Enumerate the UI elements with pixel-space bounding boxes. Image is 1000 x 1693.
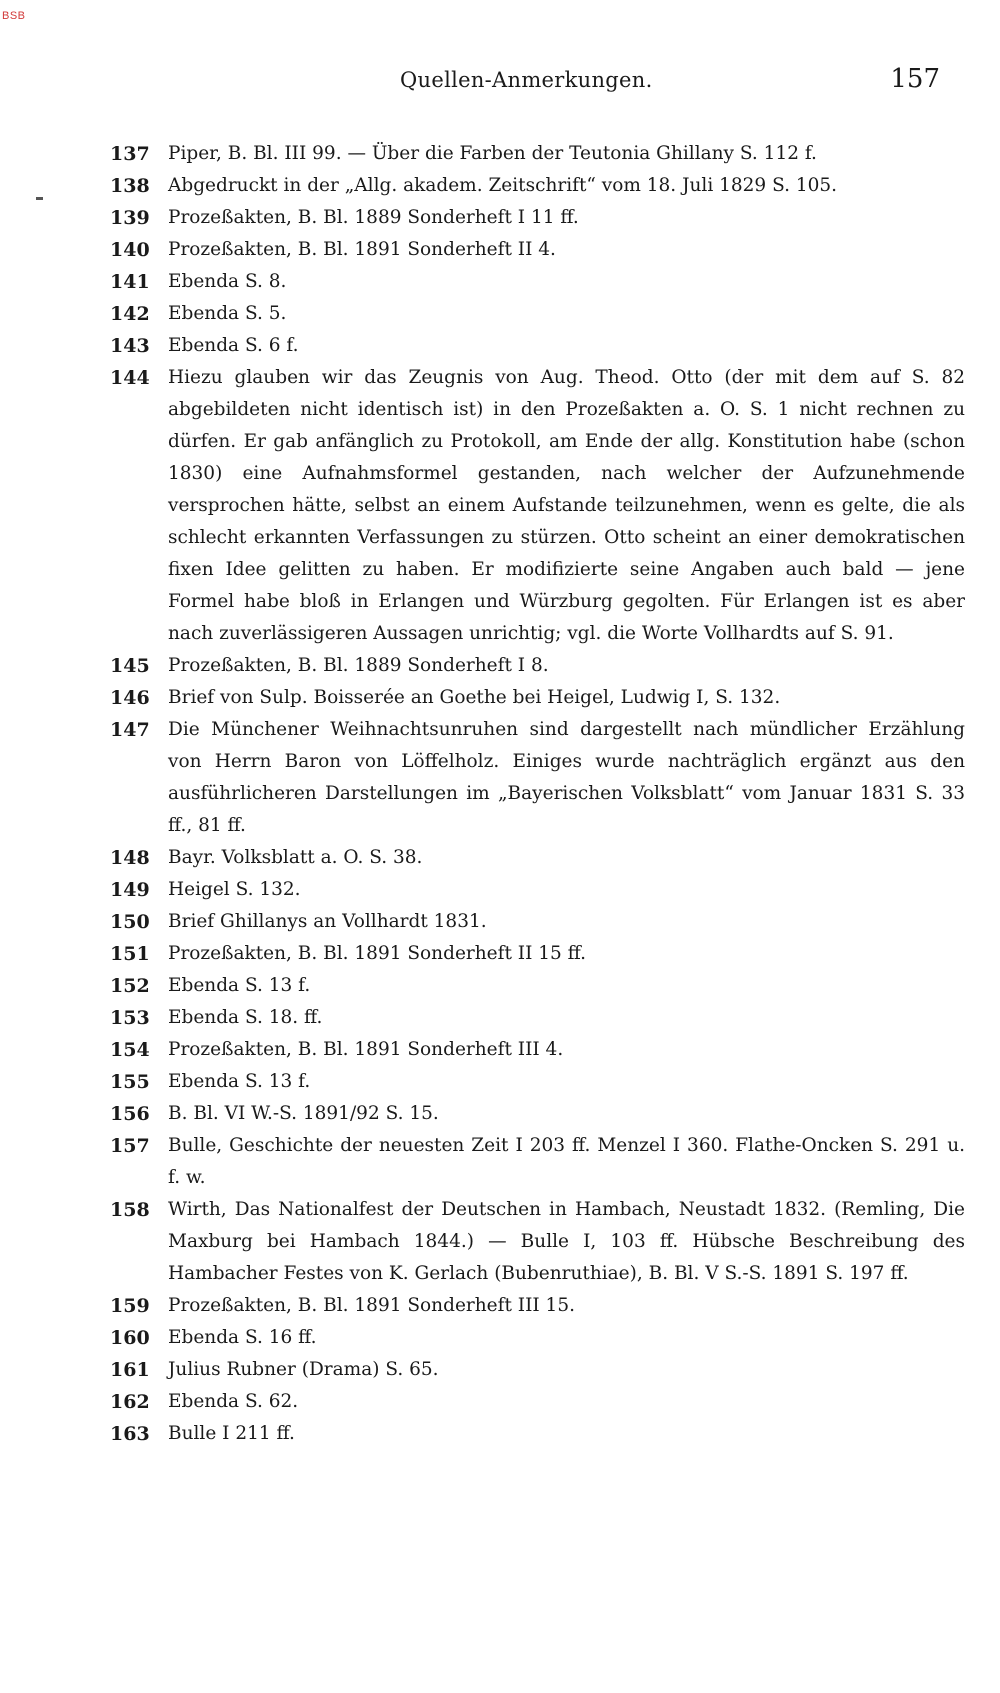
margin-mark: [36, 197, 43, 200]
endnote-number: 153: [110, 1007, 150, 1029]
endnote-number: 148: [110, 847, 150, 869]
endnote-text: Brief von Sulp. Boisserée an Goethe bei Heigel, Ludwig I, S. 132.: [168, 687, 781, 708]
endnote-text: Prozeßakten, B. Bl. 1891 Sonderheft III 15.: [168, 1295, 575, 1316]
endnote-160: [110, 1322, 965, 1354]
running-title: Quellen-Anmerkungen.: [400, 68, 653, 92]
endnote-number: 149: [110, 879, 150, 901]
endnote-139: [110, 202, 965, 234]
endnote-146: [110, 682, 965, 714]
endnote-number: 161: [110, 1359, 150, 1381]
endnote-text: Bayr. Volksblatt a. O. S. 38.: [168, 847, 423, 868]
endnote-text: Ebenda S. 8.: [168, 271, 287, 292]
endnote-number: 137: [110, 143, 150, 165]
endnote-number: 144: [110, 367, 150, 389]
page-header: [0, 62, 1000, 102]
endnote-145: [110, 650, 965, 682]
endnote-text: Die Münchener Weihnachtsunruhen sind dargestellt nach mündlicher Erzählung von Herrn Baron von Löffelholz. Einiges wurde nachträglich ergänzt aus den ausführlicheren Darstellungen im „Bayerischen Volksblatt“ vom Januar 1831 S. 33 ff., 81 ff.: [168, 719, 965, 836]
endnote-text: Ebenda S. 13 f.: [168, 975, 311, 996]
endnote-number: 147: [110, 719, 150, 741]
endnote-text: Prozeßakten, B. Bl. 1891 Sonderheft II 4.: [168, 239, 556, 260]
endnotes-list: [110, 138, 965, 1450]
endnote-text: Ebenda S. 62.: [168, 1391, 299, 1412]
endnote-155: [110, 1066, 965, 1098]
endnote-text: Piper, B. Bl. III 99. — Über die Farben der Teutonia Ghillany S. 112 f.: [168, 143, 817, 164]
endnote-156: [110, 1098, 965, 1130]
endnote-number: 162: [110, 1391, 150, 1413]
endnote-154: [110, 1034, 965, 1066]
endnote-text: Bulle, Geschichte der neuesten Zeit I 203 ff. Menzel I 360. Flathe-Oncken S. 291 u. f. w.: [168, 1135, 965, 1188]
endnote-number: 139: [110, 207, 150, 229]
endnote-number: 140: [110, 239, 150, 261]
endnote-text: Ebenda S. 16 ff.: [168, 1327, 317, 1348]
endnote-152: [110, 970, 965, 1002]
endnote-140: [110, 234, 965, 266]
endnote-158: [110, 1194, 965, 1290]
endnote-142: [110, 298, 965, 330]
endnote-157: [110, 1130, 965, 1194]
endnote-text: Ebenda S. 6 f.: [168, 335, 299, 356]
endnote-137: [110, 138, 965, 170]
endnote-text: Ebenda S. 5.: [168, 303, 287, 324]
library-stamp: BSB: [2, 10, 26, 22]
endnote-number: 138: [110, 175, 150, 197]
endnote-text: Julius Rubner (Drama) S. 65.: [168, 1359, 439, 1380]
endnote-163: [110, 1418, 965, 1450]
endnote-number: 160: [110, 1327, 150, 1349]
endnote-150: [110, 906, 965, 938]
endnote-number: 158: [110, 1199, 150, 1221]
endnote-number: 163: [110, 1423, 150, 1445]
endnote-number: 143: [110, 335, 150, 357]
endnote-text: Abgedruckt in der „Allg. akadem. Zeitschrift“ vom 18. Juli 1829 S. 105.: [168, 175, 838, 196]
page-number: 157: [890, 64, 940, 94]
endnote-text: Prozeßakten, B. Bl. 1891 Sonderheft II 15 ff.: [168, 943, 587, 964]
endnote-number: 145: [110, 655, 150, 677]
endnote-number: 146: [110, 687, 150, 709]
endnote-text: Hiezu glauben wir das Zeugnis von Aug. Theod. Otto (der mit dem auf S. 82 abgebildeten nicht identisch ist) in den Prozeßakten a. O. S. 1 nicht rechnen zu dürfen. Er gab anfänglich zu Protokoll, am Ende der allg. Konstitution habe (schon 1830) eine Aufnahmsformel gestanden, nach welcher der Aufzunehmende versprochen hätte, selbst an einem Aufstande teilzunehmen, wenn es gelte, die als schlecht erkannten Verfassungen zu stürzen. Otto scheint an einer demokratischen fixen Idee gelitten zu haben. Er modifizierte seine Angaben auch bald — jene Formel habe bloß in Erlangen und Würzburg gegolten. Für Erlangen ist es aber nach zuverlässigeren Aussagen unrichtig; vgl. die Worte Vollhardts auf S. 91.: [168, 367, 965, 644]
endnote-number: 150: [110, 911, 150, 933]
endnote-number: 157: [110, 1135, 150, 1157]
endnote-text: Brief Ghillanys an Vollhardt 1831.: [168, 911, 487, 932]
endnote-number: 152: [110, 975, 150, 997]
endnote-159: [110, 1290, 965, 1322]
endnote-text: Bulle I 211 ff.: [168, 1423, 295, 1444]
endnote-148: [110, 842, 965, 874]
endnote-147: [110, 714, 965, 842]
endnote-text: Heigel S. 132.: [168, 879, 301, 900]
endnote-153: [110, 1002, 965, 1034]
endnote-number: 159: [110, 1295, 150, 1317]
endnote-162: [110, 1386, 965, 1418]
endnote-number: 155: [110, 1071, 150, 1093]
endnote-number: 141: [110, 271, 150, 293]
endnote-number: 151: [110, 943, 150, 965]
endnote-149: [110, 874, 965, 906]
endnote-161: [110, 1354, 965, 1386]
endnote-text: B. Bl. VI W.-S. 1891/92 S. 15.: [168, 1103, 439, 1124]
endnote-text: Ebenda S. 18. ff.: [168, 1007, 323, 1028]
endnote-number: 154: [110, 1039, 150, 1061]
endnote-138: [110, 170, 965, 202]
endnote-151: [110, 938, 965, 970]
endnote-text: Ebenda S. 13 f.: [168, 1071, 311, 1092]
endnote-text: Prozeßakten, B. Bl. 1891 Sonderheft III 4.: [168, 1039, 564, 1060]
endnote-143: [110, 330, 965, 362]
endnote-text: Prozeßakten, B. Bl. 1889 Sonderheft I 8.: [168, 655, 549, 676]
endnote-text: Wirth, Das Nationalfest der Deutschen in Hambach, Neustadt 1832. (Remling, Die Maxburg bei Hambach 1844.) — Bulle I, 103 ff. Hübsche Beschreibung des Hambacher Festes von K. Gerlach (Bubenruthiae), B. Bl. V S.-S. 1891 S. 197 ff.: [168, 1199, 965, 1284]
endnote-text: Prozeßakten, B. Bl. 1889 Sonderheft I 11 ff.: [168, 207, 579, 228]
endnote-number: 156: [110, 1103, 150, 1125]
endnote-141: [110, 266, 965, 298]
endnote-number: 142: [110, 303, 150, 325]
endnote-144: [110, 362, 965, 650]
